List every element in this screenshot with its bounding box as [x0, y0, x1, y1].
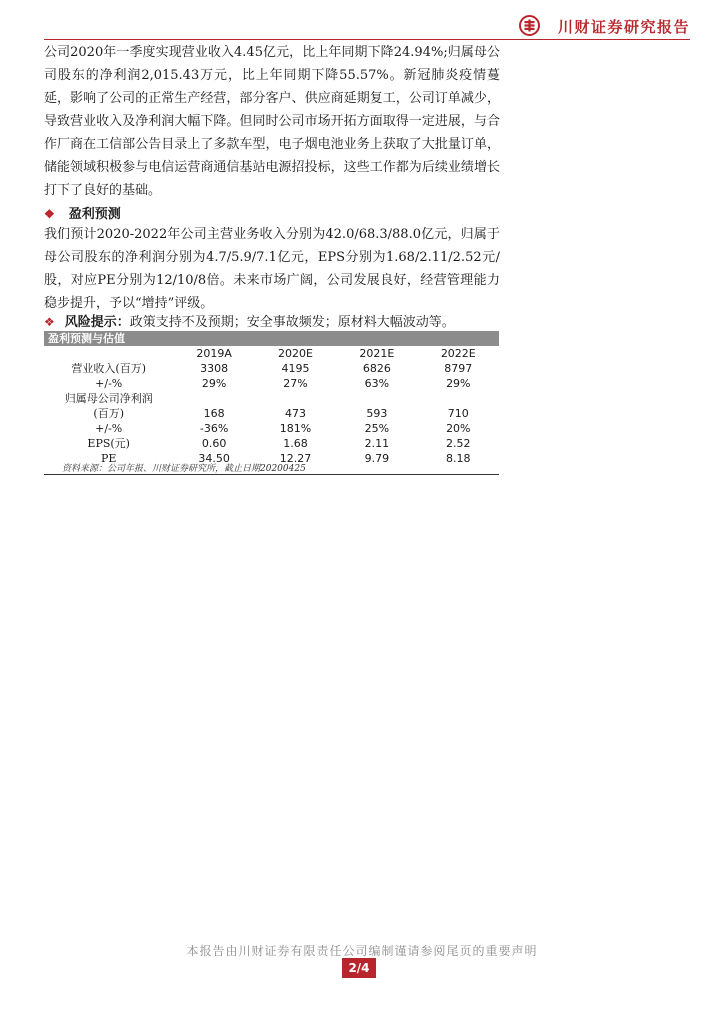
table-bottom-rule: [44, 474, 499, 475]
forecast-table: [44, 346, 499, 466]
table-cell: 593: [366, 407, 388, 420]
table-cell: 63%: [364, 377, 390, 390]
table-cell: 27%: [283, 377, 308, 390]
row-label: PE: [100, 452, 117, 465]
year-header: 2022E: [440, 347, 476, 360]
table-cell: 0.60: [201, 437, 227, 450]
table-cell: 29%: [201, 377, 227, 390]
q1-results-paragraph: 公司2020年一季度实现营业收入4.45亿元，比上年同期下降24.94%;归属母公司股东的净利润2,015.43万元，比上年同期下降55.57%。新冠肺炎疫情蔓延，影响了公司的正常生产经营，部分客户、供应商延期复工，公司订单减少，导致营业收入及净利润大幅下降。但同时公司市场开拓方面取得一定进展，与合作厂商在工信部公告目录上了多款车型，电子烟电池业务上获取了大批量订单，储能领域积极参与电信运营商通信基站电源招投标，这些工作都为后续业绩增长打下了良好的基础。: [44, 45, 500, 198]
table-corner-cell: [44, 346, 173, 361]
risk-text: 政策支持不及预期；安全事故频发；原材料大幅波动等。: [129, 315, 455, 330]
table-cell: 181%: [279, 422, 312, 435]
table-cell: 8797: [444, 362, 473, 375]
profit-forecast-heading: [44, 204, 121, 225]
diamond-bullet-icon: ❖: [44, 315, 55, 329]
table-cell: 473: [285, 407, 307, 420]
risk-warning: [44, 312, 455, 333]
row-label: EPS(元): [87, 437, 130, 450]
table-row: [44, 376, 499, 391]
row-label: 营业收入(百万): [71, 362, 146, 375]
row-label: 归属母公司净利润(百万): [64, 392, 153, 420]
table-cell: 3308: [200, 362, 229, 375]
table-cell: 25%: [364, 422, 390, 435]
year-header: 2020E: [278, 347, 313, 360]
table-cell: 2.52: [446, 437, 471, 450]
table-row: [44, 361, 499, 376]
risk-label: 风险提示：: [64, 315, 130, 330]
table-cell: 168: [203, 407, 225, 420]
table-row: [44, 421, 499, 436]
year-header: 2021E: [359, 347, 395, 360]
table-cell: 29%: [446, 377, 471, 390]
table-cell: 2.11: [364, 437, 390, 450]
table-cell: 4195: [281, 362, 310, 375]
report-series-title: 川财证券研究报告: [558, 18, 691, 36]
profit-forecast-paragraph: 我们预计2020-2022年公司主营业务收入分别为42.0/68.3/88.0亿元，归属于母公司股东的净利润分别为4.7/5.9/7.1亿元，EPS分别为1.68/2.11/2.52元/股，对应PE分别为12/10/8倍。未来市场广阔，公司发展良好，经营管理能力稳步提升，予以“增持”评级。: [44, 227, 500, 311]
year-header: 2019A: [196, 347, 232, 360]
header-divider: [44, 39, 690, 40]
table-cell: 34.50: [198, 452, 230, 465]
table-row: [44, 436, 499, 451]
footer-disclaimer: 本报告由川财证券有限责任公司编制谨请参阅尾页的重要声明: [186, 944, 538, 958]
profit-forecast-title: 盈利预测: [68, 207, 121, 222]
table-source-note: 资料来源：公司年报、川财证券研究所，截止日期20200425: [62, 464, 306, 474]
table-cell: 6826: [362, 362, 391, 375]
table-cell: 8.18: [446, 452, 471, 465]
forecast-table-title: 盈利预测与估值: [44, 331, 499, 346]
table-cell: 9.79: [364, 452, 390, 465]
diamond-bullet-icon: ❖: [44, 207, 55, 221]
table-cell: 20%: [446, 422, 471, 435]
table-cell: 1.68: [283, 437, 308, 450]
table-row: [44, 391, 499, 421]
table-cell: -36%: [199, 422, 229, 435]
table-cell: 710: [447, 407, 469, 420]
table-header-row: [44, 346, 499, 361]
table-cell: 12.27: [279, 452, 312, 465]
page-number-badge: 2/4: [342, 958, 376, 978]
brokerage-logo-icon: [519, 15, 540, 36]
row-label: +/-%: [95, 422, 123, 435]
row-label: +/-%: [95, 377, 123, 390]
